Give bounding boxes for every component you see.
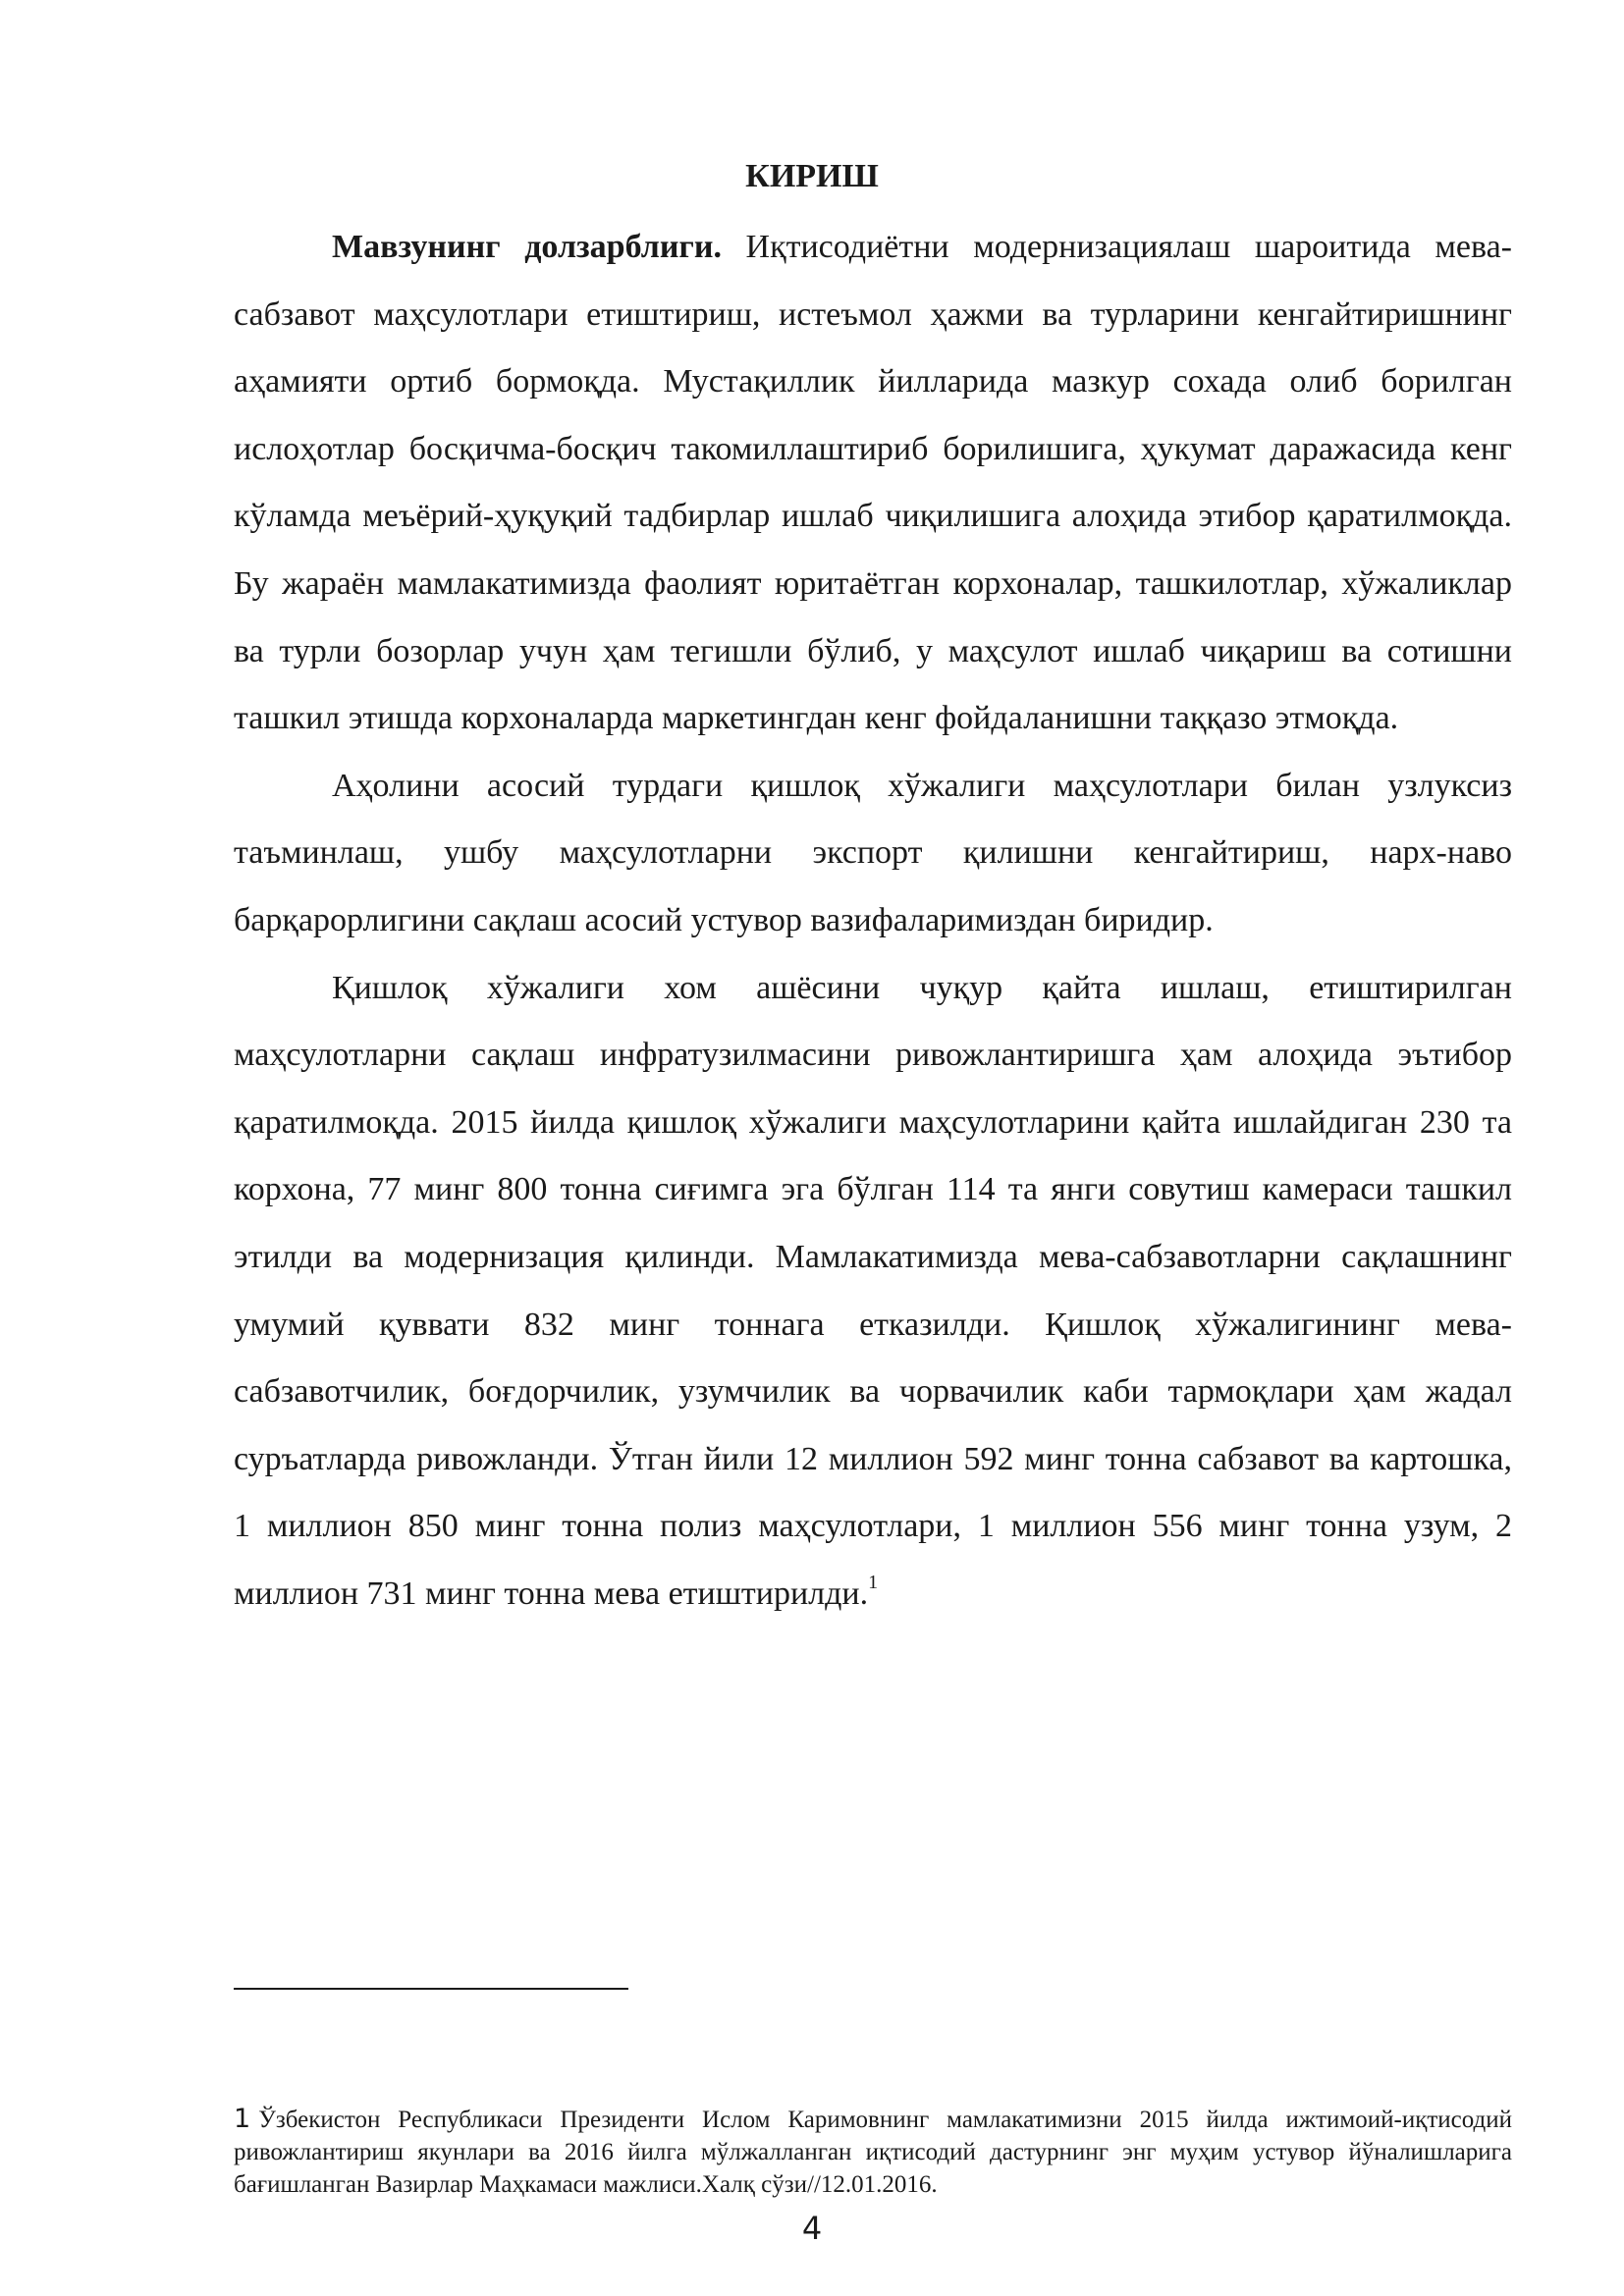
footnote-reference[interactable]: 1 [868,1571,879,1593]
paragraph-processing [234,955,1512,1629]
footnote [234,2103,1512,2201]
page-number: 4 [801,2210,823,2247]
body-text [234,214,1512,1628]
paragraph-text: Иқтисодиётни модернизациялаш шароитида мева-сабзавот маҳсулотлари етиштириш, истеъмол ҳажми ва турларини кенгайтиришнинг аҳамияти ортиб бормоқда. Мустақиллик йилларида мазкур сохада олиб борилган ислоҳотлар босқичма-босқич такомиллаштириб борилишига, ҳукумат даражасида кенг кўламда меъёрий-ҳуқуқий тадбирлар ишлаб чиқилишига алоҳида этибор қаратилмоқда. Бу жараён мамлакатимизда фаолият юритаётган корхоналар, ташкилотлар, хўжаликлар ва турли бозорлар учун ҳам тегишли бўлиб, у маҳсулот ишлаб чиқариш ва сотишни ташкил этишда корхоналарда маркетингдан кенг фойдаланишни таққазо этмоқда. [234,229,1513,737]
paragraph-text: Аҳолини асосий турдаги қишлоқ хўжалиги маҳсулотлари билан узлуксиз таъминлаш, ушбу маҳсулотларни экспорт қилишни кенгайтириш, нарх-наво барқарорлигини сақлаш асосий устувор вазифаларимиздан биридир. [234,767,1512,938]
paragraph-text: Қишлоқ хўжалиги хом ашёсини чуқур қайта ишлаш, етиштирилган маҳсулотларни сақлаш инфратузилмасини ривожлантиришга ҳам алоҳида эътибор қаратилмоқда. 2015 йилда қишлоқ хўжалиги маҳсулотларини қайта ишлайдиган 230 та корхона, 77 минг 800 тонна сиғимга эга бўлган 114 та янги совутиш камераси ташкил этилди ва модернизация қилинди. Мамлакатимизда мева-сабзавотларни сақлашнинг умумий қуввати 832 минг тоннага етказилди. Қишлоқ хўжалигининг мева-сабзавотчилик, боғдорчилик, узумчилик ва чорвачилик каби тармоқлари ҳам жадал суръатларда ривожланди. Ўтган йили 12 миллион 592 минг тонна сабзавот ва картошка, 1 миллион 850 минг тонна полиз маҳсулотлари, 1 миллион 556 минг тонна узум, 2 миллион 731 минг тонна мева етиштирилди. [234,969,1512,1612]
footnote-text: Ўзбекистон Республикаси Президенти Ислом Каримовнинг мамлакатимизни 2015 йилда ижтимоий-иқтисодий ривожлантириш якунлари ва 2016 йилга мўлжалланган иқтисодий дастурнинг энг муҳим устувор йўналишларига бағишланган Вазирлар Маҳкамаси мажлиси.Халқ сўзи//12.01.2016. [234,2107,1512,2198]
footnote-separator [234,1988,628,1990]
paragraph-lead: Мавзунинг долзарблиги. [332,229,722,265]
page-title: КИРИШ [745,158,879,194]
footnote-mark: 1 [234,2104,251,2134]
paragraph-population-supply [234,753,1512,955]
paragraph-relevance [234,214,1512,753]
